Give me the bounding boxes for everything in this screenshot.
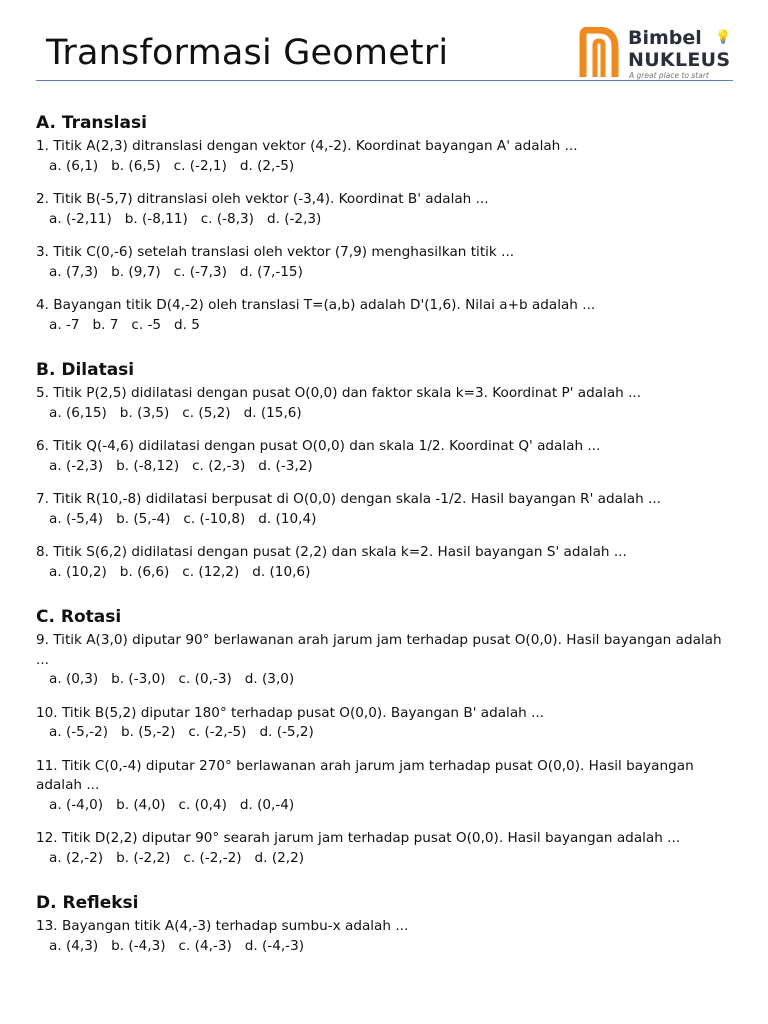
section-title: C. Rotasi <box>36 607 122 627</box>
logo-tagline: A great place to start <box>629 71 709 80</box>
question-item <box>36 384 736 423</box>
header-divider <box>36 80 733 81</box>
answer-options: a. -7 b. 7 c. -5 d. 5 <box>49 316 200 333</box>
answer-options: a. (0,3) b. (-3,0) c. (0,-3) d. (3,0) <box>49 671 295 687</box>
question-item <box>36 243 736 282</box>
question-text: 7. Titik R(10,-8) didilatasi berpusat di O(0,0) dengan skala -1/2. Hasil bayangan R' adalah ... <box>36 491 661 507</box>
question-text: 12. Titik D(2,2) diputar 90° searah jarum jam terhadap pusat O(0,0). Hasil bayangan adalah ... <box>36 830 681 846</box>
question-item <box>36 704 736 743</box>
answer-options: a. (-2,3) b. (-8,12) c. (2,-3) d. (-3,2) <box>49 457 313 474</box>
answer-options: a. (-2,11) b. (-8,11) c. (-8,3) d. (-2,3) <box>49 210 322 227</box>
answer-options: a. (7,3) b. (9,7) c. (-7,3) d. (7,-15) <box>49 263 303 280</box>
question-item <box>36 917 736 956</box>
page-title: Transformasi Geometri <box>46 33 449 73</box>
logo-text-nukleus: NUKLEUS <box>628 49 731 71</box>
answer-options: a. (-5,-2) b. (5,-2) c. (-2,-5) d. (-5,2) <box>49 724 314 740</box>
question-item <box>36 829 736 868</box>
section-title: A. Translasi <box>36 113 147 133</box>
question-text: 8. Titik S(6,2) didilatasi dengan pusat (2,2) dan skala k=2. Hasil bayangan S' adalah ... <box>36 544 627 560</box>
answer-options: a. (-4,0) b. (4,0) c. (0,4) d. (0,-4) <box>49 796 295 813</box>
question-text: 4. Bayangan titik D(4,-2) oleh translasi T=(a,b) adalah D'(1,6). Nilai a+b adalah ... <box>36 297 596 313</box>
nukleus-logo-mark <box>578 27 620 79</box>
brand-logo <box>578 27 738 83</box>
question-text: 5. Titik P(2,5) didilatasi dengan pusat O(0,0) dan faktor skala k=3. Koordinat P' adalah ... <box>36 385 642 401</box>
question-text: 2. Titik B(-5,7) ditranslasi oleh vektor (-3,4). Koordinat B' adalah ... <box>36 191 489 207</box>
answer-options: a. (-5,4) b. (5,-4) c. (-10,8) d. (10,4) <box>49 510 317 527</box>
question-item <box>36 757 736 816</box>
question-text: 1. Titik A(2,3) ditranslasi dengan vektor (4,-2). Koordinat bayangan A' adalah ... <box>36 138 578 154</box>
question-item <box>36 437 736 476</box>
question-text: 10. Titik B(5,2) diputar 180° terhadap pusat O(0,0). Bayangan B' adalah ... <box>36 704 545 721</box>
page-header <box>0 0 768 90</box>
bulb-icon: 💡 <box>715 30 732 45</box>
question-text: 9. Titik A(3,0) diputar 90° berlawanan arah jarum jam terhadap pusat O(0,0). Hasil bayangan adalah ... <box>36 632 722 668</box>
logo-text-bimbel: Bimbel <box>628 27 702 49</box>
answer-options: a. (10,2) b. (6,6) c. (12,2) d. (10,6) <box>49 563 311 580</box>
answer-options: a. (2,-2) b. (-2,2) c. (-2,-2) d. (2,2) <box>49 849 305 866</box>
section-title: B. Dilatasi <box>36 360 135 380</box>
question-text: 13. Bayangan titik A(4,-3) terhadap sumbu-x adalah ... <box>36 918 409 934</box>
answer-options: a. (4,3) b. (-4,3) c. (4,-3) d. (-4,-3) <box>49 937 305 954</box>
section <box>36 112 736 335</box>
section <box>36 606 736 868</box>
section-title: D. Refleksi <box>36 893 139 913</box>
question-text: 6. Titik Q(-4,6) didilatasi dengan pusat O(0,0) dan skala 1/2. Koordinat Q' adalah ... <box>36 438 601 454</box>
section <box>36 359 736 582</box>
worksheet-content <box>36 112 736 980</box>
section <box>36 892 736 956</box>
question-text: 11. Titik C(0,-4) diputar 270° berlawanan arah jarum jam terhadap pusat O(0,0). Hasil bayangan adalah ... <box>36 757 694 793</box>
answer-options: a. (6,1) b. (6,5) c. (-2,1) d. (2,-5) <box>49 157 295 174</box>
question-item <box>36 543 736 582</box>
question-item <box>36 490 736 529</box>
question-item <box>36 296 736 335</box>
answer-options: a. (6,15) b. (3,5) c. (5,2) d. (15,6) <box>49 404 302 421</box>
question-item <box>36 190 736 229</box>
question-item <box>36 137 736 176</box>
question-text: 3. Titik C(0,-6) setelah translasi oleh vektor (7,9) menghasilkan titik ... <box>36 244 515 260</box>
question-item <box>36 631 736 690</box>
